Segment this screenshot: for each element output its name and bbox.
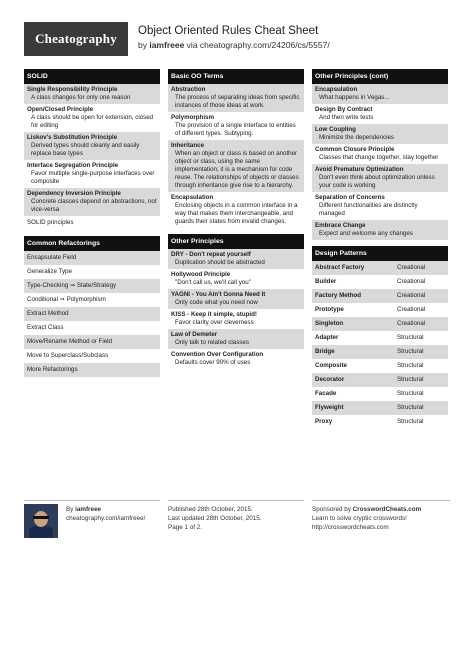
row-heading: Open/Closed Principle (27, 106, 94, 113)
section-header: Other Principles (cont) (312, 69, 448, 84)
row-heading: Single Responsibility Principle (27, 86, 118, 93)
list-item[interactable] (24, 251, 160, 265)
sponsor-line (312, 501, 450, 514)
row-text: Generalize Type (27, 268, 72, 275)
row-description: Only talk to related classes (175, 339, 249, 346)
footer-by-label: By (66, 506, 76, 513)
pattern-name: Flyweight (315, 404, 344, 411)
pattern-name: Composite (315, 362, 347, 369)
row-text: Extract Class (27, 324, 64, 331)
cheatography-logo[interactable]: Cheatography (24, 22, 128, 56)
design-patterns-table (312, 261, 448, 429)
table-row (312, 387, 448, 401)
section-other-principles (168, 234, 304, 369)
principle-row (24, 104, 160, 132)
row-text: Type-Checking ⇒ State/Strategy (27, 282, 117, 289)
row-heading: Separation of Concerns (315, 194, 385, 201)
principle-row (312, 84, 448, 104)
pattern-type: Structural (397, 362, 424, 369)
row-description: Minimize the dependencies (319, 134, 394, 141)
principle-row (312, 192, 448, 220)
footer-author (24, 500, 160, 561)
pattern-type: Creational (397, 278, 426, 285)
table-row (312, 275, 448, 289)
row-description: Favor clarity over cleverness (175, 319, 254, 326)
row-description: When an object or class is based on another object or class, using the same implementation; it is a mechanism for code reuse. The relationships of objects or classes through inheritance give rise to a hierarchy. (175, 150, 299, 189)
row-description: Don't even think about optimization unless your code is working (319, 174, 435, 189)
footer-author-info (66, 505, 145, 523)
row-description: "Don't call us, we'll call you" (175, 279, 251, 286)
pattern-name: Singleton (315, 320, 344, 327)
avatar-sunglasses (33, 516, 49, 519)
row-heading: Common Closure Principle (315, 146, 395, 153)
pattern-type: Creational (397, 264, 426, 271)
row-text: Move to Superclass/Subclass (27, 352, 109, 359)
row-heading: Interface Segregation Principle (27, 162, 119, 169)
table-row (312, 317, 448, 331)
row-description: Favor multiple single-purpose interfaces over composite (31, 170, 155, 185)
section-solid (24, 69, 160, 230)
footer-author-link[interactable]: iamfreee (75, 506, 102, 513)
row-description: Different functionalities are distinctly managed (319, 202, 418, 217)
table-row (312, 261, 448, 275)
row-description: A class should be open for extension, closed for editing (31, 114, 154, 129)
table-row (312, 289, 448, 303)
table-row (312, 331, 448, 345)
section-other-principles-cont (312, 69, 448, 240)
column-3 (312, 69, 448, 435)
pattern-name: Decorator (315, 376, 345, 383)
footer-sponsor (312, 500, 450, 561)
page-number: Page 1 of 2. (168, 524, 202, 531)
pattern-name: Prototype (315, 306, 344, 313)
row-heading: Liskov's Substitution Principle (27, 134, 118, 141)
principle-row (24, 132, 160, 160)
section-header: Basic OO Terms (168, 69, 304, 84)
pattern-name: Bridge (315, 348, 335, 355)
list-item[interactable] (24, 216, 160, 230)
page-title: Object Oriented Rules Cheat Sheet (138, 25, 319, 37)
row-description: Defaults cover 90% of uses (175, 359, 251, 366)
list-item[interactable] (24, 363, 160, 377)
row-description: Derived types should cleanly and easily replace base types (31, 142, 140, 157)
sponsor-link[interactable]: CrosswordCheats.com (352, 506, 422, 513)
table-row (312, 415, 448, 429)
pattern-name: Abstract Factory (315, 264, 365, 271)
row-description: A class changes for only one reason (31, 94, 131, 101)
table-row (312, 345, 448, 359)
row-text: Extract Method (27, 310, 69, 317)
header (24, 22, 450, 60)
row-text: Conditional ⇒ Polymorphism (27, 296, 106, 303)
footer-dates (168, 500, 304, 561)
principle-row (168, 84, 304, 112)
section-header: Other Principles (168, 234, 304, 249)
row-heading: Avoid Premature Optimization (315, 166, 404, 173)
pattern-type: Structural (397, 404, 424, 411)
principle-row (168, 140, 304, 192)
section-design-patterns (312, 246, 448, 429)
principle-row (168, 269, 304, 289)
list-item[interactable] (24, 279, 160, 293)
footer-by-line (66, 505, 145, 514)
list-item[interactable] (24, 321, 160, 335)
row-text: More Refactorings (27, 366, 78, 373)
row-description: Expect and welcome any changes (319, 230, 413, 237)
column-2 (168, 69, 304, 375)
principle-row (24, 160, 160, 188)
list-item[interactable] (24, 265, 160, 279)
principle-row (312, 220, 448, 240)
row-description: And then write tests (319, 114, 374, 121)
table-row (312, 303, 448, 317)
row-text: SOLID principles (27, 219, 74, 226)
pattern-type: Structural (397, 390, 424, 397)
row-heading: Encapsulation (315, 86, 358, 93)
pattern-type: Structural (397, 418, 424, 425)
avatar-body (29, 526, 53, 538)
updated-date: Last updated 28th October, 2015. (168, 515, 262, 522)
row-heading: Low Coupling (315, 126, 356, 133)
avatar[interactable] (24, 504, 58, 538)
section-header: SOLID (24, 69, 160, 84)
pattern-type: Creational (397, 306, 426, 313)
row-heading: Law of Demeter (171, 331, 218, 338)
row-description: Only code what you need now (175, 299, 258, 306)
section-common-refactorings (24, 236, 160, 377)
principle-row (168, 309, 304, 329)
row-heading: Hollywood Principle (171, 271, 231, 278)
principle-row (312, 104, 448, 124)
footer-author-url[interactable]: cheatography.com/iamfreee/ (66, 515, 146, 522)
row-description: Classes that change together, stay together (319, 154, 439, 161)
row-heading: DRY - Don't repeat yourself (171, 251, 251, 258)
row-text: Encapsulate Field (27, 254, 77, 261)
row-heading: Design By Contract (315, 106, 373, 113)
column-1 (24, 69, 160, 383)
pattern-type: Creational (397, 292, 426, 299)
sponsor-url[interactable]: http://crosswordcheats.com (312, 524, 389, 531)
principle-row (168, 349, 304, 369)
principle-row (168, 329, 304, 349)
row-text: Move/Rename Method or Field (27, 338, 112, 345)
row-heading: YAGNI - You Ain't Gonna Need It (171, 291, 266, 298)
pattern-name: Factory Method (315, 292, 362, 299)
byline-author-link[interactable]: iamfreee (149, 40, 185, 50)
principle-row (24, 84, 160, 104)
published-date: Published 28th October, 2015. (168, 506, 253, 513)
pattern-name: Facade (315, 390, 337, 397)
principle-row (312, 164, 448, 192)
section-header: Common Refactorings (24, 236, 160, 251)
principle-row (312, 124, 448, 144)
pattern-type: Structural (397, 348, 424, 355)
principle-row (168, 112, 304, 140)
row-description: Duplication should be abstracted (175, 259, 265, 266)
row-heading: Abstraction (171, 86, 206, 93)
principle-row (168, 289, 304, 309)
pattern-type: Creational (397, 320, 426, 327)
list-item[interactable] (24, 293, 160, 307)
byline (138, 40, 330, 50)
row-heading: Encapsulation (171, 194, 214, 201)
table-row (312, 373, 448, 387)
row-description: The provision of a single interface to entities of different types. Subtyping. (175, 122, 296, 137)
pattern-type: Structural (397, 376, 424, 383)
principle-row (24, 188, 160, 216)
principle-row (168, 249, 304, 269)
sponsor-prefix: Sponsored by (312, 506, 353, 513)
principle-row (312, 144, 448, 164)
row-heading: Embrace Change (315, 222, 366, 229)
avatar-face (34, 511, 48, 527)
row-description: Enclosing objects in a common interface in a way that makes them interchangeable, and guards their states from invalid changes. (175, 202, 298, 225)
principle-row (168, 192, 304, 228)
pattern-type: Structural (397, 334, 424, 341)
table-row (312, 359, 448, 373)
pattern-name: Adapter (315, 334, 339, 341)
list-item[interactable] (24, 349, 160, 363)
byline-via[interactable]: via cheatography.com/24206/cs/5557/ (184, 40, 330, 50)
list-item[interactable] (24, 307, 160, 321)
table-row (312, 401, 448, 415)
row-description: What happens in Vegas... (319, 94, 390, 101)
row-description: Concrete classes depend on abstractions, not vice-versa (31, 198, 157, 213)
list-item[interactable] (24, 335, 160, 349)
row-description: The process of separating ideas from specific instances of those ideas at work. (175, 94, 300, 109)
section-basic-oo-terms (168, 69, 304, 228)
section-header: Design Patterns (312, 246, 448, 261)
pattern-name: Proxy (315, 418, 333, 425)
sponsor-tagline: Learn to solve cryptic crosswords! (312, 515, 407, 522)
pattern-name: Builder (315, 278, 337, 285)
byline-prefix: by (138, 40, 150, 50)
row-heading: KISS - Keep it simple, stupid! (171, 311, 257, 318)
column-3-sections (312, 69, 448, 240)
row-heading: Convention Over Configuration (171, 351, 264, 358)
row-heading: Dependency Inversion Principle (27, 190, 121, 197)
row-heading: Inheritance (171, 142, 205, 149)
row-heading: Polymorphism (171, 114, 214, 121)
